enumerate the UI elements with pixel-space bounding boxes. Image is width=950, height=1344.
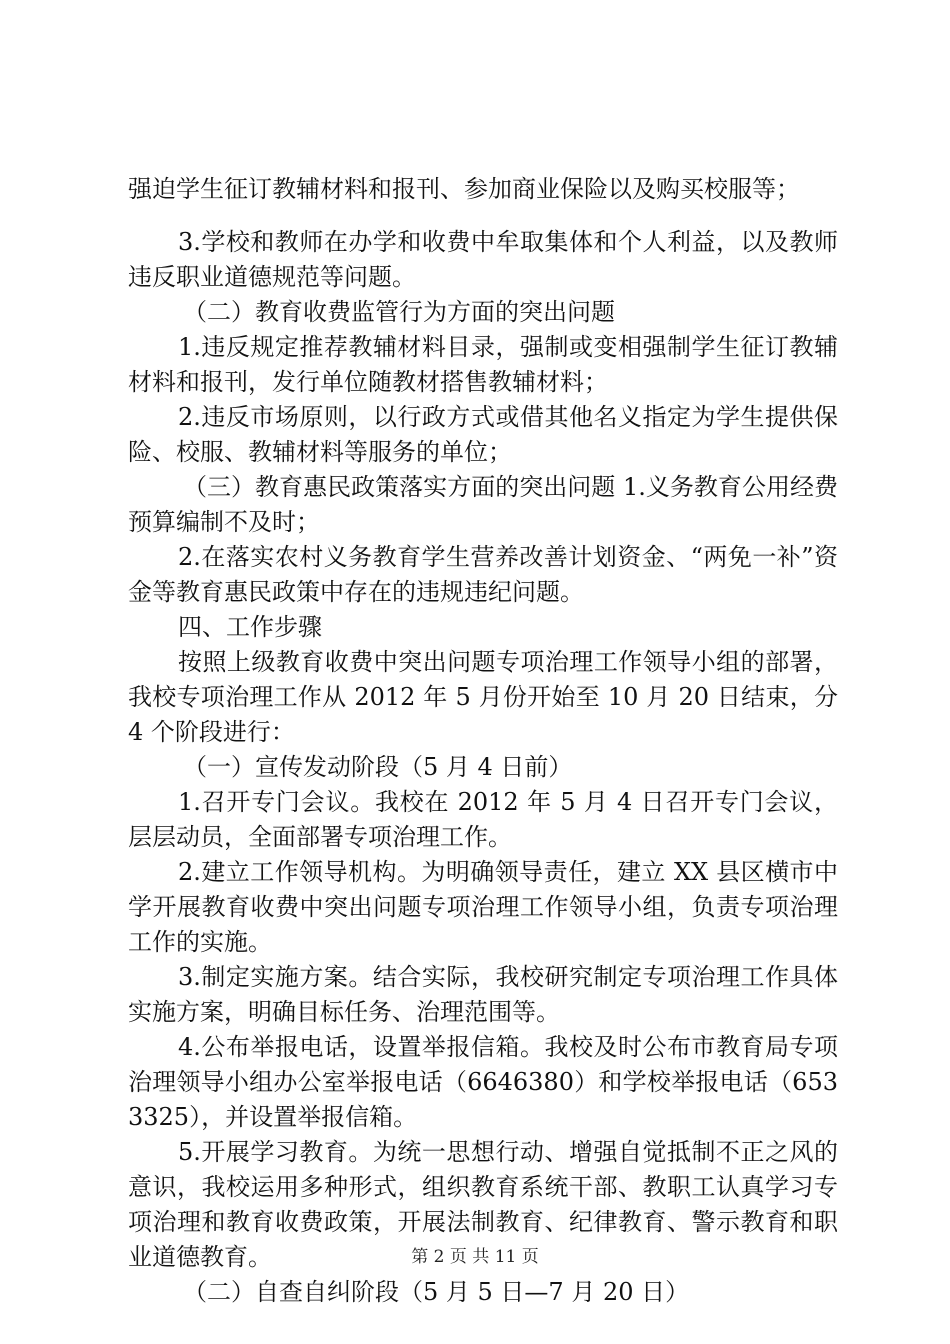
- paragraph: 5.开展学习教育。为统一思想行动、增强自觉抵制不正之风的意识，我校运用多种形式，组织教育系统干部、教职工认真学习专项治理和教育收费政策，开展法制教育、纪律教育、警示教育和职业道德教育。: [128, 1138, 838, 1271]
- document-body: [128, 172, 838, 1310]
- paragraph: 2.建立工作领导机构。为明确领导责任，建立 XX 县区横市中学开展教育收费中突出问题专项治理工作领导小组，负责专项治理工作的实施。: [128, 858, 838, 956]
- paragraph: 4.公布举报电话，设置举报信箱。我校及时公布市教育局专项治理领导小组办公室举报电话（6646380）和学校举报电话（6533325），并设置举报信箱。: [128, 1033, 838, 1131]
- paragraph: 按照上级教育收费中突出问题专项治理工作领导小组的部署，我校专项治理工作从 2012 年 5 月份开始至 10 月 20 日结束，分 4 个阶段进行：: [128, 648, 838, 746]
- paragraph: 1.召开专门会议。我校在 2012 年 5 月 4 日召开专门会议，层层动员，全面部署专项治理工作。: [128, 788, 838, 851]
- section-heading: （一）宣传发动阶段（5 月 4 日前）: [183, 753, 573, 781]
- page-number-footer: 第 2 页 共 11 页: [411, 1247, 539, 1267]
- paragraph: 1.违反规定推荐教辅材料目录，强制或变相强制学生征订教辅材料和报刊，发行单位随教材搭售教辅材料；: [128, 333, 838, 396]
- paragraph: 强迫学生征订教辅材料和报刊、参加商业保险以及购买校服等；: [128, 175, 800, 203]
- paragraph: 3.学校和教师在办学和收费中牟取集体和个人利益，以及教师违反职业道德规范等问题。: [128, 228, 838, 291]
- paragraph: 2.违反市场原则，以行政方式或借其他名义指定为学生提供保险、校服、教辅材料等服务的单位；: [128, 403, 838, 466]
- section-heading: （二）自查自纠阶段（5 月 5 日—7 月 20 日）: [183, 1278, 690, 1306]
- paragraph: 2.在落实农村义务教育学生营养改善计划资金、“两免一补”资金等教育惠民政策中存在的违规违纪问题。: [128, 543, 838, 606]
- section-heading: （三）教育惠民政策落实方面的突出问题 1.义务教育公用经费预算编制不及时；: [128, 473, 838, 536]
- paragraph: 3.制定实施方案。结合实际，我校研究制定专项治理工作具体实施方案，明确目标任务、治理范围等。: [128, 963, 838, 1026]
- section-heading: 四、工作步骤: [178, 613, 322, 641]
- section-heading: （二）教育收费监管行为方面的突出问题: [183, 298, 615, 326]
